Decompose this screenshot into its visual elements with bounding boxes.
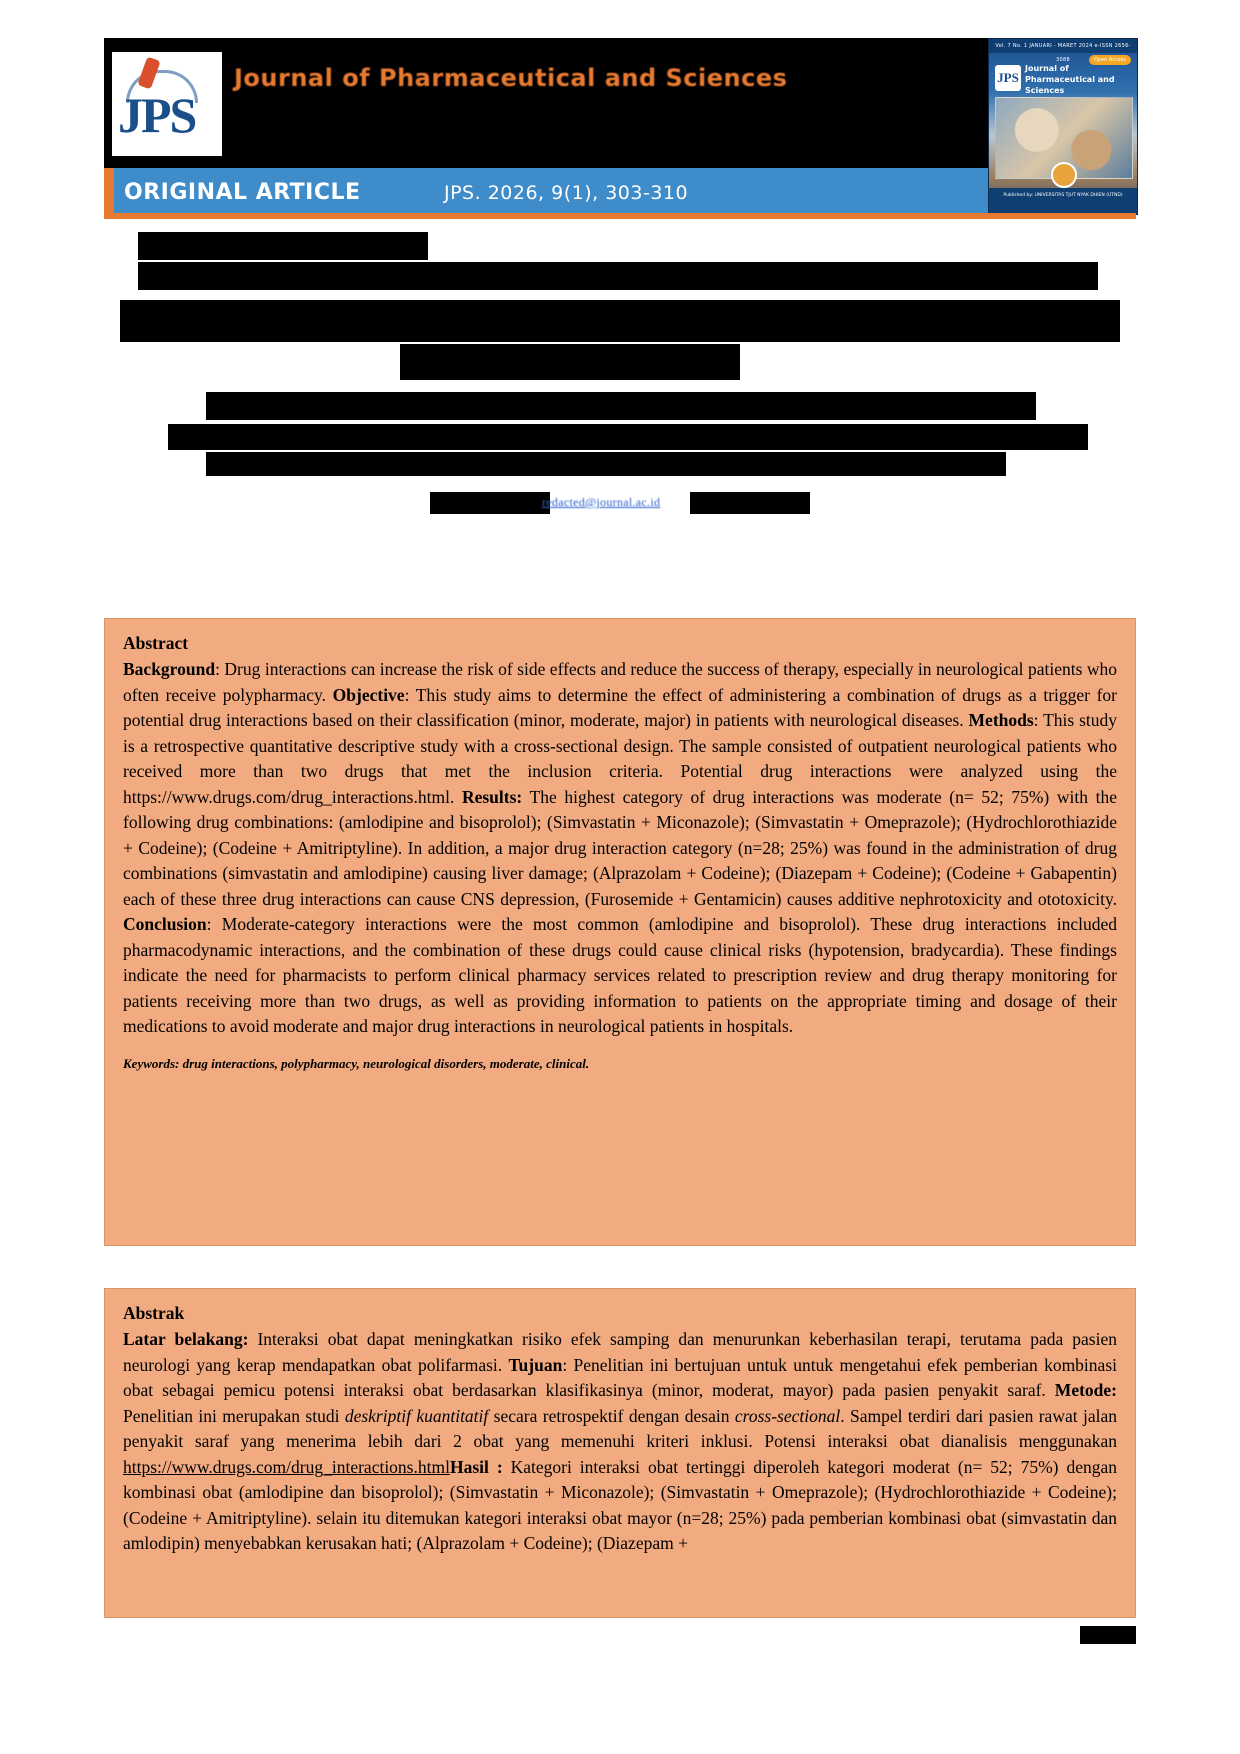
abstract-text-conclusion: : Moderate-category interactions were the most common (amlodipine and bisoprolol). These drug interactions included pharmacodynamic interactions, and the combination of these drugs could cause clinical risks (hypotension, bradycardia). These findings indicate the need for pharmacists to perform clinical pharmacy services related to prescription review and drug therapy monitoring for patients receiving more than two drugs, as well as providing information to patients on the appropriate timing and dosage of their medications to avoid moderate and major drug interactions in neurological patients in hospitals. — [123, 914, 1117, 1036]
abstract-text-results: The highest category of drug interactions was moderate (n= 52; 75%) with the following drug combinations: (amlodipine and bisoprolol); (Simvastatin + Miconazole); (Simvastatin + Omeprazole); (Hydrochlorothiazide + Codeine); (Codeine + Amitriptyline). In addition, a major drug interaction category (n=28; 25%) was found in the administration of drug combinations (simvastatin and amlodipine) causing liver damage; (Alprazolam + Codeine); (Diazepam + Codeine); (Codeine + Gabapentin) each of these three drug interactions can cause CNS depression, (Furosemide + Gentamicin) causes additive nephrotoxicity and ototoxicity. — [123, 786, 1117, 909]
citation-label: JPS. 2026, 9(1), 303-310 — [444, 182, 689, 204]
article-type-accent — [104, 168, 114, 213]
abstrak-drugs-link[interactable]: https://www.drugs.com/drug_interactions.html — [123, 1456, 450, 1477]
abstrak-label-results: Hasil : — [449, 1456, 503, 1477]
abstract-label-methods: Methods — [968, 710, 1034, 730]
redacted-footer-mark — [1080, 1626, 1136, 1644]
abstrak-label-objective: Tujuan — [508, 1354, 563, 1375]
abstract-text-methods: : This study is a retrospective quantitative descriptive study with a cross-sectional design. The sample consisted of outpatient neurological patients who received more than two drugs that met the inclusion criteria. Potential drug interactions were analyzed using the https://www.drugs.com/drug_interactions.html. — [123, 710, 1117, 807]
cover-seal-icon — [1051, 162, 1077, 188]
abstract-english-body — [123, 657, 1117, 1040]
corresponding-email-link[interactable]: redacted@journal.ac.id — [542, 495, 661, 509]
abstrak-label-methods: Metode: — [1054, 1380, 1117, 1400]
abstrak-text-objective: : Penelitian ini bertujuan untuk untuk mengetahui efek pemberian kombinasi obat sebagai pemicu potensi interaksi obat berdasarkan klasifikasinya (minor, moderat, mayor) pada pasien penyakit saraf. — [123, 1354, 1117, 1400]
abstrak-text-methods-2: secara retrospektif dengan desain — [488, 1405, 735, 1426]
abstrak-text-methods-1: Penelitian ini merupakan studi — [123, 1405, 345, 1426]
redacted-line-2 — [138, 262, 1098, 290]
logo-text: JPS — [118, 87, 196, 143]
abstrak-italic-cross-sectional: cross-sectional — [734, 1405, 841, 1426]
cover-logo: JPS — [995, 65, 1021, 91]
journal-cover-thumbnail — [988, 38, 1138, 215]
journal-title: Journal of Pharmaceutical and Sciences — [234, 64, 788, 92]
abstrak-label-background: Latar belakang: — [123, 1329, 249, 1349]
redacted-title-line-1 — [120, 300, 1120, 342]
abstract-label-background: Background — [123, 659, 216, 679]
abstract-english-box — [104, 618, 1136, 1246]
cover-title: Journal of Pharmaceutical and Sciences — [1025, 64, 1115, 95]
abstrak-body — [123, 1327, 1117, 1557]
abstract-text-background: : Drug interactions can increase the risk of side effects and reduce the success of therapy, especially in neurological patients who often receive polypharmacy. — [123, 659, 1117, 705]
article-type-label: ORIGINAL ARTICLE — [124, 180, 361, 205]
abstrak-text-results: Kategori interaksi obat tertinggi diperoleh kategori moderat (n= 52; 75%) dengan kombinasi obat (amlodipine dan bisoprolol); (Simvastatin + Miconazole); (Simvastatin + Omeprazole); (Hydrochlorothiazide + Codeine); (Codeine + Amitriptyline). selain itu ditemukan kategori interaksi obat mayor (n=28; 25%) pada pemberian kombinasi obat (simvastatin dan amlodipin) menyebabkan kerusakan hati; (Alprazolam + Codeine); (Diazepam + — [123, 1456, 1117, 1553]
abstract-text-objective: : This study aims to determine the effect of administering a combination of drugs as a trigger for potential drug interactions based on their classification (minor, moderate, major) in patients with neurological diseases. — [123, 684, 1117, 730]
cover-open-access-badge: Open Access — [1089, 55, 1131, 65]
cover-issue-line: Vol. 7 No. 1 JANUARI - MARET 2024 e-ISSN 2656-3088 — [989, 39, 1137, 53]
abstract-label-conclusion: Conclusion — [123, 914, 207, 934]
abstract-keywords: Keywords: drug interactions, polypharmacy, neurological disorders, moderate, clinical. — [123, 1055, 590, 1071]
redacted-affiliation-line-3 — [690, 492, 810, 514]
header-black-band — [104, 38, 1136, 168]
abstract-heading: Abstract — [123, 633, 189, 653]
cover-publisher: Published by: UNIVERSITAS TJUT NYAK DHIEN (UTND) — [989, 188, 1137, 214]
redacted-title-line-2 — [400, 344, 740, 380]
abstract-indonesian-box — [104, 1288, 1136, 1618]
abstrak-italic-deskriptif: deskriptif kuantitatif — [344, 1405, 489, 1426]
header-orange-rule — [104, 213, 1136, 219]
abstrak-text-background: Interaksi obat dapat meningkatkan risiko efek samping dan menurunkan keberhasilan terapi, terutama pada pasien neurologi yang kerap mendapatkan obat polifarmasi. — [123, 1329, 1117, 1375]
journal-logo — [112, 52, 222, 156]
redacted-authors-line-2 — [168, 424, 1088, 450]
journal-header — [104, 38, 1136, 213]
redacted-authors-line-1 — [206, 392, 1036, 420]
abstrak-heading: Abstrak — [123, 1303, 185, 1323]
abstract-label-results: Results: — [461, 786, 523, 807]
abstract-label-objective: Objective — [332, 684, 405, 705]
abstrak-text-methods-3: . Sampel terdiri dari pasien rawat jalan penyakit saraf yang menerima lebih dari 2 obat yang memenuhi kriteri inklusi. Potensi interaksi obat dianalisis menggunakan — [123, 1405, 1117, 1451]
redacted-affiliation-line-2 — [430, 492, 550, 514]
redacted-affiliation-line-1 — [206, 452, 1006, 476]
redacted-line-1 — [138, 232, 428, 260]
